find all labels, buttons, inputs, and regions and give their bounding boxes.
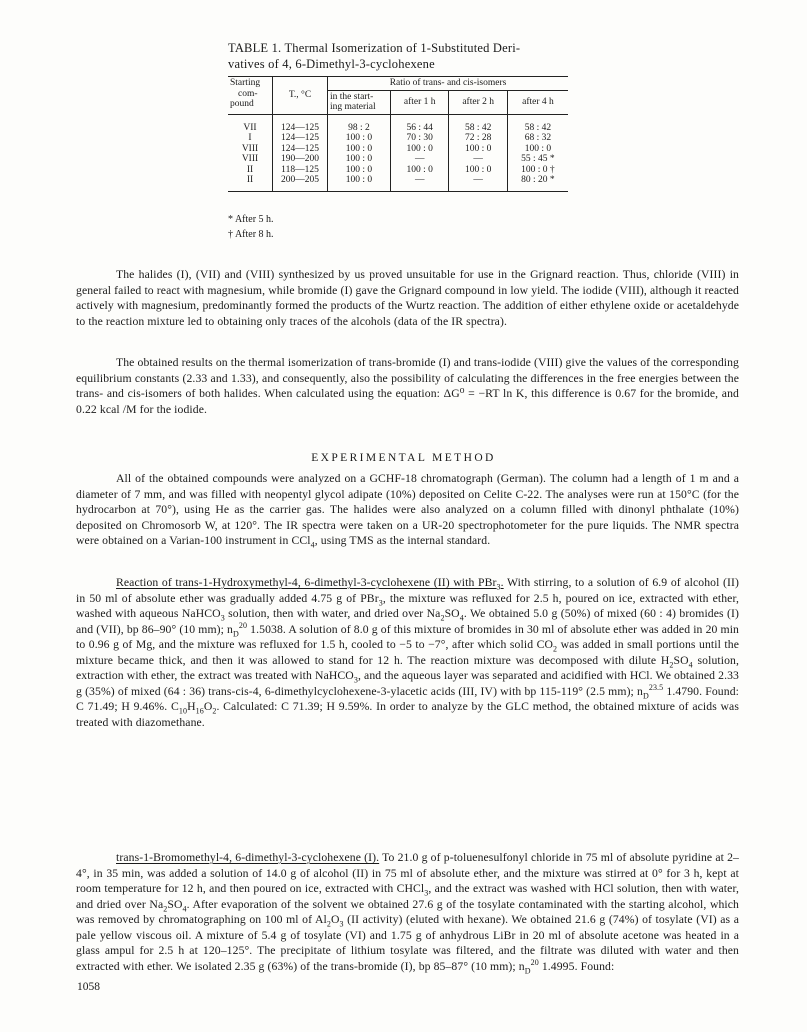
text-run: , using TMS as the internal standard. (314, 534, 491, 547)
cell-ratio-4h: 80 : 20 * (507, 175, 568, 191)
subscript: 3 (378, 597, 383, 607)
paragraph-analysis-methods (76, 471, 739, 549)
header-col1-line-a: Starting (230, 78, 261, 88)
table-row (228, 114, 568, 133)
cell-ratio-4h: 100 : 0 † (521, 164, 555, 175)
cell-temperature: 124—125 (273, 144, 328, 155)
cell-compound: VIII (228, 154, 273, 165)
text-run: . Calculated: C 71.39; H 9.59%. In order to analyze by the GLC method, the obtained mixture of acids was treated with diazomethane. (76, 700, 739, 729)
procedure-title: trans-1-Bromomethyl-4, 6-dimethyl-3-cyclohexene (I). (116, 851, 380, 864)
text-run: SO (673, 653, 689, 667)
cell-start-ratio: 100 : 0 (328, 165, 391, 176)
cell-temperature: 190—200 (273, 154, 328, 165)
cell-ratio-4h: 68 : 32 (524, 133, 552, 143)
text-run: , and the aqueous layer was separated and acidified with HCl. We obtained 2.33 g (35%) of mixed (64 : 36) trans-cis-4, 6-dimethylcyclohexene-3-ylacetic acids (III, IV) with bp 115-119° (2.5 mm); n (76, 669, 740, 698)
header-ratio-group: Ratio of trans- and cis-isomers (328, 77, 569, 91)
cell-ratio-2h: 72 : 28 (449, 133, 507, 144)
table-footnote-2: † After 8 h. (228, 229, 274, 240)
cell-ratio-2h: — (449, 175, 507, 191)
text-run: . After evaporation of the solvent we obtained 27.6 g of the tosylate contaminated with the starting alcohol, which was removed by chromatographing on 100 ml of Al (76, 897, 740, 926)
text-run: With stirring, to a solution of 6.9 of alcohol (II) in 50 ml of absolute ether was gradually added 4.75 g of PBr (76, 576, 739, 605)
cell-compound: II (228, 165, 273, 176)
superscript: 20 (530, 957, 539, 967)
header-starting-material (328, 90, 391, 114)
table-row (228, 165, 568, 176)
subscript: 3 (353, 675, 358, 685)
subscript: 2 (553, 644, 558, 654)
cell-temperature: 200—205 (273, 175, 328, 191)
text-run: SO (444, 607, 460, 620)
paragraph-equilibrium: The obtained results on the thermal isomerization of trans-bromide (I) and trans-iodide (VIII) give the values of the corresponding equilibrium constants (2.33 and 1.33), and consequently, also the possibility of calculating the differences in the free energies between the trans- and cis-isomers of both halides. When calculated using the equation: ΔG⁰ = −RT ln K, this difference is 0.67 for the bromide, and 0.22 kcal /M for the iodide. (76, 356, 739, 416)
cell-ratio-2h: — (449, 154, 507, 165)
subscript: 4 (182, 903, 187, 913)
table-footnotes (228, 212, 274, 242)
text-run: . (500, 576, 504, 589)
header-after-2h: after 2 h (449, 90, 507, 114)
paragraph-pbr3-reaction (76, 575, 739, 730)
subscript: 3 (424, 888, 429, 898)
subscript: 2 (326, 919, 331, 929)
table-caption (228, 40, 608, 72)
table-footnote-1: * After 5 h. (228, 214, 274, 225)
text-run: , and the extract was washed with HCl solution, then with water, and dried over Na (76, 882, 739, 911)
cell-ratio-2h: 100 : 0 (449, 144, 507, 155)
text-run: , the mixture was refluxed for 2.5 h, poured on ice, extracted with ether, washed with aqueous NaHCO (76, 591, 739, 620)
text-run: O (330, 913, 340, 926)
text-run: 1.4790. Found: C 71.49; H 9.46%. C (76, 684, 739, 713)
cell-ratio-1h: — (391, 154, 449, 165)
text-run: Reaction of trans-1-Hydroxymethyl-4, 6-dimethyl-3-cyclohexene (II) with PBr (116, 576, 497, 589)
subscript: 16 (195, 706, 204, 716)
cell-start-ratio: 100 : 0 (328, 154, 391, 165)
text-run: was added in small portions until the mixture became thick, and then it was allowed to stand for 12 h. The reaction mixture was decomposed with dilute H (76, 638, 739, 667)
cell-ratio-1h: — (391, 175, 449, 191)
cell-ratio-1h: 70 : 30 (391, 133, 449, 144)
page-number: 1058 (77, 981, 100, 993)
text-run: (II activity) (eluted with hexane). We obtained 21.6 g (74%) of tosylate (VI) as a pale yellow viscous oil. A mixture of 5.4 g of tosylate (VI) and 1.75 g of anhydrous LiBr in 20 ml of absolute acetone was heated in a glass ampul for 2.5 h at 120–125°. The precipitate of lithium tosylate was filtered, and the filtrate was diluted with water and then extracted with ether. We isolated 2.35 g (63%) of the trans-bromide (I), bp 85–87° (10 mm); n (76, 913, 740, 973)
cell-ratio-2h: 100 : 0 (449, 165, 507, 176)
header-sub1-line-a: in the start- (330, 91, 374, 102)
table-row (228, 175, 568, 191)
subscript: D (642, 690, 649, 700)
cell-ratio-4h: 58 : 42 (524, 122, 552, 133)
text-run: H (187, 700, 196, 713)
text-run: 1.5038. A solution of 8.0 g of this mixture of bromides in 30 ml of absolute ether was added in 20 min to 0.96 g of Mg, and the mixture was refluxed for 1.5 h, cooled to −5 to −7°, after which solid CO (76, 622, 739, 651)
subscript: 2 (440, 613, 445, 623)
subscript: 3 (496, 582, 501, 592)
cell-temperature: 118—125 (273, 165, 328, 176)
cell-compound: I (228, 133, 273, 144)
paragraph-grignard: The halides (I), (VII) and (VIII) synthesized by us proved unsuitable for use in the Grignard reaction. Thus, chloride (VIII) in general failed to react with magnesium, while bromide (I) gave the Grignard compound in low yield. The iodide (VIII), although it reacted actively with magnesium, predominantly formed the products of the Wurtz reaction. The addition of either ethylene oxide or acetaldehyde to the reaction mixture led to obtaining only traces of the alcohols (data of the IR spectra). (76, 268, 739, 328)
superscript: 20 (238, 620, 248, 630)
cell-ratio-2h: 58 : 42 (449, 114, 507, 133)
table-row (228, 144, 568, 155)
cell-ratio-4h: 100 : 0 (524, 143, 552, 154)
subscript: 2 (212, 706, 217, 716)
header-after-1h: after 1 h (391, 90, 449, 114)
cell-ratio-4h: 55 : 45 * (521, 154, 555, 164)
superscript: 23.5 (648, 682, 664, 692)
subscript: 4 (310, 540, 315, 550)
header-starting-compound (228, 77, 273, 115)
header-after-4h: after 4 h (507, 90, 568, 114)
text-run: SO (167, 897, 183, 911)
table-row (228, 133, 568, 144)
isomerization-table-grid (228, 76, 568, 192)
text-run: solution, extraction with ether, the extract was treated with NaHCO (76, 653, 739, 682)
isomerization-table (228, 76, 568, 192)
cell-start-ratio: 100 : 0 (328, 133, 391, 144)
subscript: 2 (163, 903, 168, 913)
cell-compound: VIII (228, 144, 273, 155)
table-row (228, 154, 568, 165)
table-caption-line-1: TABLE 1. Thermal Isomerization of 1-Substituted Deri- (228, 41, 521, 55)
header-temperature: T., °C (273, 77, 328, 115)
subscript: 4 (688, 659, 693, 669)
paragraph-bromomethyl-synthesis (76, 850, 739, 974)
cell-ratio-1h: 100 : 0 (391, 144, 449, 155)
table-caption-line-2: vatives of 4, 6-Dimethyl-3-cyclohexene (228, 57, 435, 71)
cell-compound: II (228, 175, 273, 191)
subscript: 3 (220, 613, 225, 623)
header-sub1-line-b: ing material (330, 102, 376, 112)
subscript: 3 (339, 919, 344, 929)
subscript: D (524, 965, 531, 975)
text-run: solution, then with water, and dried over Na (224, 607, 441, 620)
cell-temperature: 124—125 (273, 114, 328, 133)
cell-temperature: 124—125 (273, 133, 328, 144)
section-heading: EXPERIMENTAL METHOD (311, 452, 496, 464)
text-run: . We obtained 5.0 g (50%) of mixed (60 : 4) bromides (I) and (VII), bp 86–90° (10 mm); n (76, 607, 739, 636)
cell-start-ratio: 98 : 2 (328, 114, 391, 133)
subscript: D (233, 628, 239, 638)
text-run: All of the obtained compounds were analyzed on a GCHF-18 chromatograph (German). The column had a length of 1 m and a diameter of 7 mm, and was filled with neopentyl glycol adipate (10%) deposited on Celite C-22. The analyses were run at 150°C (for the hydrocarbon at 70°), using He as the carrier gas. The halides were also analyzed on a column filled with dinonyl phthalate (10%) deposited on Chromosorb W, at 120°. The IR spectra were taken on a UR-20 spectrophotometer for the pure liquids. The NMR spectra were obtained on a Varian-100 instrument in CCl (76, 472, 739, 547)
cell-compound: VII (228, 114, 273, 133)
cell-start-ratio: 100 : 0 (328, 175, 391, 191)
cell-ratio-1h: 56 : 44 (391, 114, 449, 133)
text-run: 1.4995. Found: (538, 959, 615, 973)
subscript: 4 (459, 613, 464, 623)
text-run: O (203, 700, 213, 713)
cell-ratio-1h: 100 : 0 (391, 165, 449, 176)
text-run: To 21.0 g of p-toluenesulfonyl chloride in 75 ml of absolute pyridine at 2–4°, in 35 min, was added a solution of 14.0 g of alcohol (II) in 75 ml of absolute ether, and the mixture was stirred at 0° for 3 h, kept at room temperature for 12 h, and then poured on ice, extracted with CHCl (76, 851, 739, 895)
procedure-title (116, 576, 504, 592)
header-col1-line-b: com- (238, 88, 258, 99)
subscript: 10 (178, 706, 188, 716)
header-col1-line-c: pound (230, 99, 254, 109)
cell-start-ratio: 100 : 0 (328, 144, 391, 155)
subscript: 2 (669, 659, 674, 669)
